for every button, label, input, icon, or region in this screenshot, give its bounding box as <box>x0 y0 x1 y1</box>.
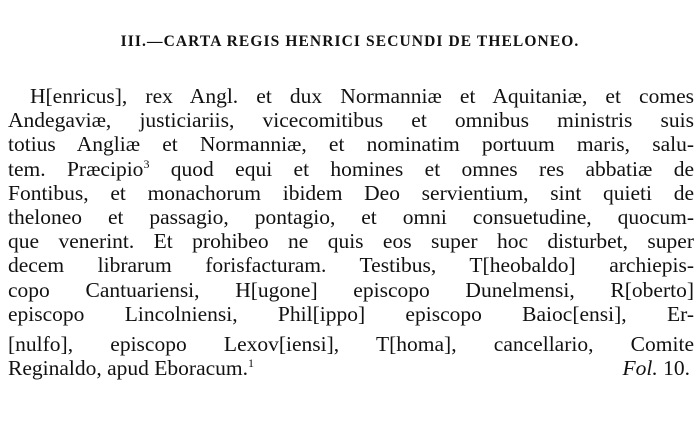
text-line-last <box>8 356 694 380</box>
text-line: Fontibus, et monachorum ibidem Deo servientium, sint quieti de <box>8 180 694 205</box>
text-line: decem librarum forisfacturam. Testibus, T[heobaldo] archiepis- <box>8 253 694 278</box>
footnote-marker: 3 <box>143 156 150 171</box>
text-line <box>8 157 694 181</box>
text-line: H[enricus], rex Angl. et dux Normanniæ et Aquitaniæ, et comes <box>30 84 694 108</box>
footnote-marker: 1 <box>248 356 255 371</box>
text-segment: tem. Præcipio <box>8 156 144 181</box>
text-segment: Reginaldo, apud Eboracum. <box>8 356 249 381</box>
text-line: [nulfo], episcopo Lexov[iensi], T[homa], cancellario, Comite <box>8 332 694 357</box>
text-line: que venerint. Et prohibeo ne quis eos super hoc disturbet, super <box>8 229 694 254</box>
charter-text <box>8 84 694 380</box>
text-line: theloneo et passagio, pontagio, et omni consuetudine, quocum- <box>8 205 694 230</box>
text-line: episcopo Lincolniensi, Phil[ippo] episcopo Baioc[ensi], Er- <box>8 301 694 326</box>
text-line: copo Cantuariensi, H[ugone] episcopo Dunelmensi, R[oberto] <box>8 277 694 302</box>
text-segment: quod equi et homines et omnes res abbatiæ de <box>149 156 695 181</box>
folio-reference <box>623 356 690 380</box>
text-line: totius Angliæ et Normanniæ, et nominatim portuum maris, salu- <box>8 132 694 157</box>
folio-number: 10. <box>663 356 690 381</box>
charter-heading: III.—CARTA REGIS HENRICI SECUNDI DE THELONEO. <box>120 33 580 50</box>
text-line: Andegaviæ, justiciariis, vicecomitibus et omnibus ministris suis <box>8 108 694 133</box>
folio-label: Fol. <box>622 356 658 381</box>
